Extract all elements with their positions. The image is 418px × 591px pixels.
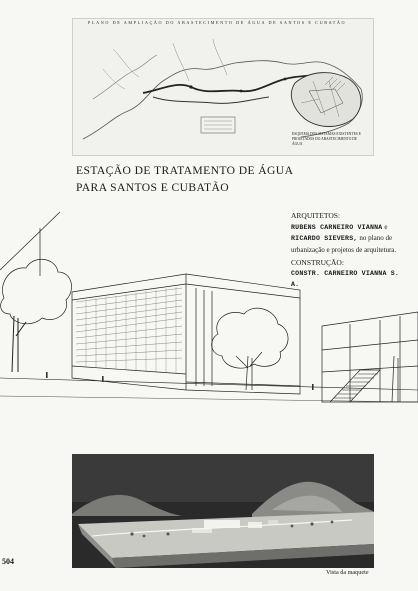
construction-company: CONSTR. CARNEIRO VIANNA S. A. [291,269,400,288]
article-headline [76,162,293,196]
map-legend: ESQUEMA DOS SISTEMAS EXISTENTES E PROJETADOS DO ABASTECIMENTO DE ÁGUA [292,132,361,146]
map-title: PLANO DE AMPLIAÇÃO DO ABASTECIMENTO DE ÁGUA DE SANTOS E CUBATÃO [88,20,347,25]
architects-label: ARQUITETOS: [291,211,341,220]
architect-1-name: RUBENS CARNEIRO VIANNA [291,223,383,231]
model-caption: Vista da maquete [326,569,369,576]
construction-label: CONSTRUÇÃO: [291,258,344,268]
architect-2-name: RICARDO SIEVERS, [291,235,358,243]
architects-description: no plano de urbanização e projetos de arquitetura. [291,234,397,254]
headline-line-2: PARA SANTOS E CUBATÃO [76,181,230,194]
headline-line-1: ESTAÇÃO DE TRATAMENTO DE ÁGUA [76,164,294,177]
architectural-perspective-drawing [0,206,418,446]
architect-conjunction: e [384,222,388,231]
building-drawing [0,206,418,446]
page-number: 504 [2,557,14,566]
scale-model-image [72,454,374,568]
model-photo [72,454,374,568]
